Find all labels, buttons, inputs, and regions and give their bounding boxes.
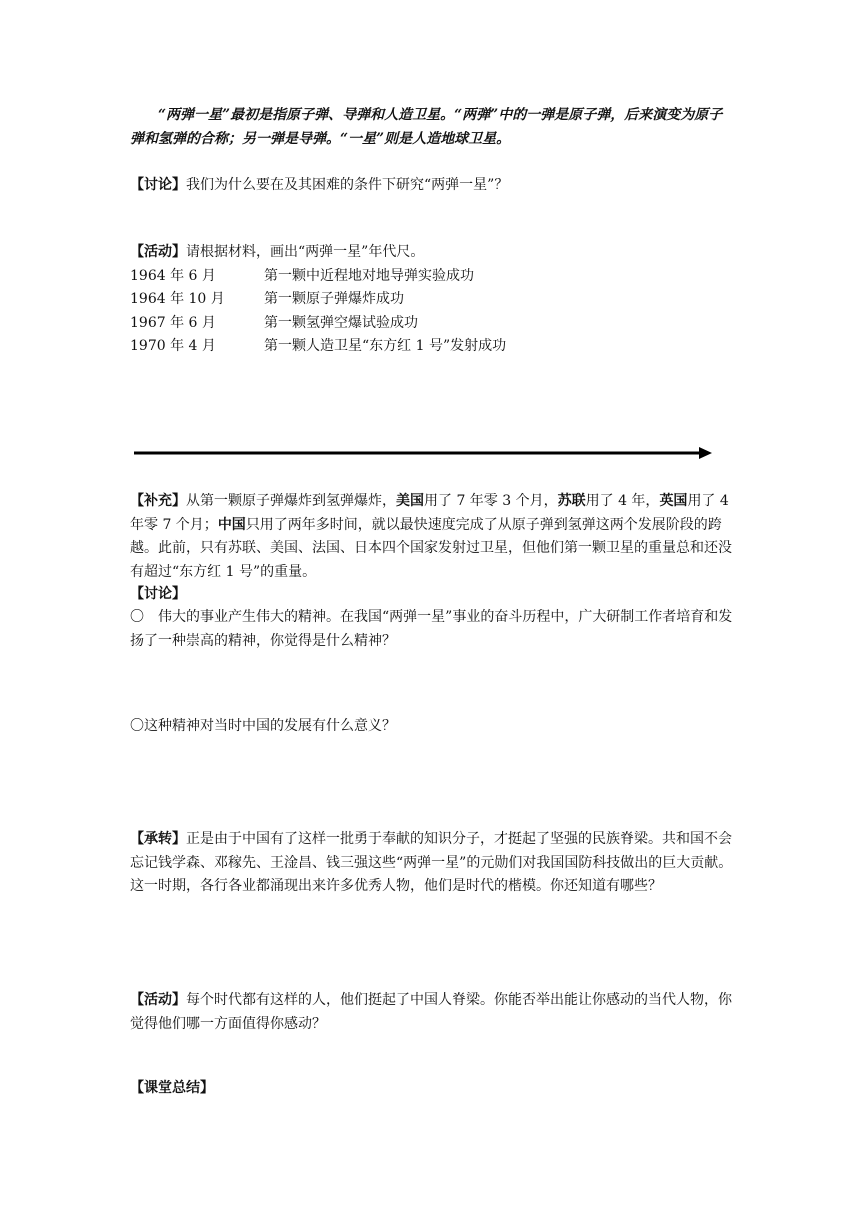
transition-tag: 【承转】 [130,831,186,847]
activity-2-tag: 【活动】 [130,992,186,1008]
activity-2-text: 每个时代都有这样的人，他们挺起了中国人脊梁。你能否举出能让你感动的当代人物，你觉得他们哪一方面值得你感动？ [130,992,732,1032]
event-date: 1964 年 6 月 [130,267,216,284]
country-ussr: 苏联 [557,493,586,509]
discussion-2-tag: 【讨论】 [130,586,186,602]
country-uk: 英国 [659,493,688,509]
supplement-text: 用了 4 年， [585,493,660,509]
event-desc: 第一颗原子弹爆炸成功 [264,291,404,307]
event-row [130,288,735,312]
discussion-2-question-2: 〇这种精神对当时中国的发展有什么意义？ [130,718,396,734]
event-date: 1964 年 10 月 [130,291,225,307]
event-row [130,312,735,336]
supplement-text: 只用了两年多时间，就以最快速度完成了从原子弹到氢弹这两个发展阶段的跨越。此前，只有苏联、美国、法国、日本四个国家发射过卫星，但他们第一颗卫星的重量总和还没有超过“东方红 1 号”的重量。 [130,516,732,580]
event-row [130,265,735,289]
supplement-paragraph [130,490,735,584]
activity-1-text: 请根据材料，画出“两弹一星”年代尺。 [186,244,425,260]
discussion-1 [130,174,735,198]
event-desc: 第一颗人造卫星“东方红 1 号”发射成功 [264,338,507,354]
activity-1-tag: 【活动】 [130,244,186,260]
discussion-1-tag: 【讨论】 [130,177,186,193]
supplement-text: 从第一颗原子弹爆炸到氢弹爆炸， [186,493,396,509]
intro-paragraph: “两弹一星”最初是指原子弹、导弹和人造卫星。“两弹”中的一弹是原子弹，后来演变为原子弹和氢弹的合称；另一弹是导弹。“一星”则是人造地球卫星。 [130,107,723,147]
summary-heading: 【课堂总结】 [130,1080,214,1096]
country-us: 美国 [396,493,424,509]
supplement-text: 用了 4 年零 7 个月； [130,493,729,533]
event-row [130,335,735,359]
event-date: 1970 年 4 月 [130,338,216,354]
event-desc: 第一颗氢弹空爆试验成功 [264,314,418,331]
discussion-2-question-1: 〇 伟大的事业产生伟大的精神。在我国“两弹一星”事业的奋斗历程中，广大研制工作者培育和发扬了一种崇高的精神，你觉得是什么精神？ [130,609,733,649]
activity-2-paragraph [130,989,735,1036]
supplement-tag: 【补充】 [130,493,186,509]
event-desc: 第一颗中近程地对地导弹实验成功 [264,267,474,284]
supplement-text: 用了 7 年零 3 个月， [424,493,558,509]
transition-text: 正是由于中国有了这样一批勇于奉献的知识分子，才挺起了坚强的民族脊梁。共和国不会忘记钱学森、邓稼先、王淦昌、钱三强这些“两弹一星”的元勋们对我国国防科技做出的巨大贡献。这一时期，各行各业都涌现出来许多优秀人物，他们是时代的楷模。你还知道有哪些？ [130,831,733,894]
country-cn: 中国 [217,516,246,533]
timeline-arrow [134,446,712,460]
event-date: 1967 年 6 月 [130,314,216,331]
transition-paragraph [130,828,735,899]
activity-1 [130,241,735,359]
discussion-1-text: 我们为什么要在及其困难的条件下研究“两弹一星”？ [186,177,509,193]
